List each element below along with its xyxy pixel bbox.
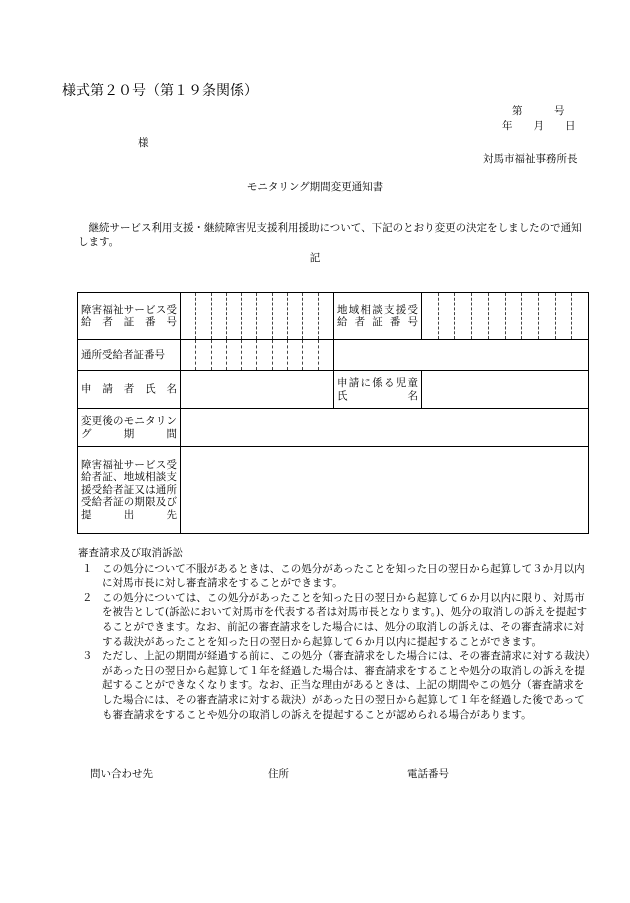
note-item xyxy=(78,591,592,649)
note-number: １ xyxy=(82,562,93,575)
note-text: ただし、上記の期間が経過する前に、この処分（審査請求をした場合には、その審査請求に対する裁決）があった日の翌日から起算して１年を経過した場合は、審査請求をすることや処分の取消しの訴えを提起することができなくなります。なお、正当な理由があるときは、上記の期間やこの処分（審査請求をした場合には、その審査請求に対する裁決）があった日の翌日から起算して１年を経過した後であっても審査請求をすることや処分の取消しの訴えを提起することが認められる場合があります。 xyxy=(102,650,591,721)
expiry-field[interactable] xyxy=(181,447,589,534)
document-number: 第 号 xyxy=(512,105,565,117)
expiry-label: 障害福祉サービス受給者証、地域相談支援受給者証又は通所受給者証の期限及び提出先 xyxy=(78,447,181,534)
note-number: ２ xyxy=(82,591,93,604)
appeal-notes xyxy=(78,546,592,722)
child-label: 申請に係る児童氏名 xyxy=(334,371,422,409)
row-cert-numbers xyxy=(78,293,589,340)
sender: 対馬市福祉事務所長 xyxy=(483,153,578,165)
daycare-cert-number-field[interactable] xyxy=(181,340,334,371)
period-label: 変更後のモニタリング期間 xyxy=(78,409,181,447)
daycare-cert-blank xyxy=(334,340,589,371)
row-period xyxy=(78,409,589,447)
consultation-cert-number-field[interactable] xyxy=(422,293,589,340)
applicant-name-field[interactable] xyxy=(181,371,334,409)
note-item xyxy=(78,562,592,591)
ki-marker: 記 xyxy=(309,252,321,264)
intro-text: 継続サービス利用支援・継続障害児支援利用援助について、下記のとおり変更の決定をしましたので通知します。 xyxy=(78,222,582,248)
address-label: 住所 xyxy=(268,768,289,780)
disability-cert-label: 障害福祉サービス受給者証番号 xyxy=(78,293,181,340)
period-field[interactable] xyxy=(181,409,589,447)
info-table xyxy=(77,292,589,534)
applicant-label: 申請者氏名 xyxy=(78,371,181,409)
addressee: 様 xyxy=(138,137,149,149)
child-name-field[interactable] xyxy=(422,371,589,409)
row-expiry xyxy=(78,447,589,534)
row-daycare-cert xyxy=(78,340,589,371)
consultation-cert-label: 地域相談支援受給者証番号 xyxy=(334,293,422,340)
phone-label: 電話番号 xyxy=(407,768,449,780)
document-date: 年 月 日 xyxy=(502,120,576,132)
daycare-cert-label: 通所受給者証番号 xyxy=(78,340,181,371)
disability-cert-number-field[interactable] xyxy=(181,293,334,340)
contact-label: 問い合わせ先 xyxy=(90,768,153,780)
note-item xyxy=(78,649,592,722)
note-text: この処分については、この処分があったことを知った日の翌日から起算して６か月以内に限り、対馬市を被告として(訴訟において対馬市を代表する者は対馬市長となります。)、処分の取消しの訴えを提起することができます。なお、前記の審査請求をした場合には、処分の取消しの訴えは、その審査請求に対する裁決があったことを知った日の翌日から起算して６か月以内に提起することができます。 xyxy=(102,591,588,648)
row-names xyxy=(78,371,589,409)
notes-heading: 審査請求及び取消訴訟 xyxy=(78,547,183,559)
note-text: この処分について不服があるときは、この処分があったことを知った日の翌日から起算して３か月以内に対馬市長に対し審査請求をすることができます。 xyxy=(102,562,585,590)
note-number: ３ xyxy=(82,650,93,663)
document-title: モニタリング期間変更通知書 xyxy=(246,181,384,193)
form-number: 様式第２０号（第１９条関係） xyxy=(62,83,258,99)
